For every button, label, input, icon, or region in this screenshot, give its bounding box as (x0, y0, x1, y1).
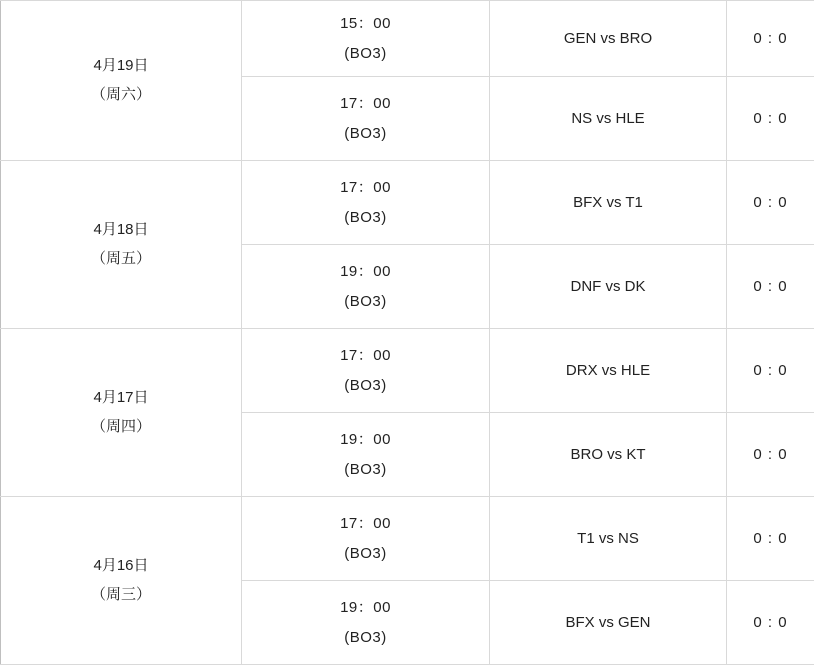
date-main: 4月16日 (93, 557, 149, 574)
time-cell (242, 1, 490, 77)
match-time: 19：00 (340, 262, 391, 280)
match-format: (BO3) (344, 292, 387, 310)
match-score: 0 : 0 (727, 329, 814, 413)
match-format: (BO3) (344, 376, 387, 394)
match-teams: DRX vs HLE (490, 329, 727, 413)
match-time: 17：00 (340, 514, 391, 532)
match-format: (BO3) (344, 628, 387, 646)
date-weekday: （周三） (90, 585, 151, 603)
match-score: 0 : 0 (727, 1, 814, 77)
match-teams: DNF vs DK (490, 245, 727, 329)
match-score: 0 : 0 (727, 413, 814, 497)
match-teams: BFX vs T1 (490, 161, 727, 245)
time-cell (242, 413, 490, 497)
match-teams: T1 vs NS (490, 497, 727, 581)
time-cell (242, 581, 490, 665)
date-main: 4月19日 (93, 57, 149, 74)
date-cell (1, 329, 242, 497)
time-cell (242, 497, 490, 581)
date-cell (1, 497, 242, 665)
date-weekday: （周六） (90, 85, 151, 103)
table-row (1, 329, 814, 413)
match-format: (BO3) (344, 124, 387, 142)
match-format: (BO3) (344, 44, 387, 62)
time-cell (242, 329, 490, 413)
date-main: 4月18日 (93, 221, 149, 238)
match-score: 0 : 0 (727, 77, 814, 161)
date-cell (1, 1, 242, 161)
match-format: (BO3) (344, 544, 387, 562)
table-row (1, 497, 814, 581)
match-time: 19：00 (340, 430, 391, 448)
match-format: (BO3) (344, 460, 387, 478)
match-score: 0 : 0 (727, 581, 814, 665)
time-cell (242, 77, 490, 161)
match-time: 17：00 (340, 178, 391, 196)
match-teams: BRO vs KT (490, 413, 727, 497)
date-main: 4月17日 (93, 389, 149, 406)
match-teams: NS vs HLE (490, 77, 727, 161)
time-cell (242, 245, 490, 329)
time-cell (242, 161, 490, 245)
match-time: 17：00 (340, 94, 391, 112)
date-weekday: （周五） (90, 249, 151, 267)
match-teams: BFX vs GEN (490, 581, 727, 665)
table-row (1, 161, 814, 245)
match-time: 17：00 (340, 346, 391, 364)
match-teams: GEN vs BRO (490, 1, 727, 77)
match-time: 19：00 (340, 598, 391, 616)
match-score: 0 : 0 (727, 161, 814, 245)
match-format: (BO3) (344, 208, 387, 226)
date-cell (1, 161, 242, 329)
match-time: 15：00 (340, 14, 391, 32)
match-score: 0 : 0 (727, 245, 814, 329)
match-score: 0 : 0 (727, 497, 814, 581)
date-weekday: （周四） (90, 417, 151, 435)
table-row (1, 1, 814, 77)
